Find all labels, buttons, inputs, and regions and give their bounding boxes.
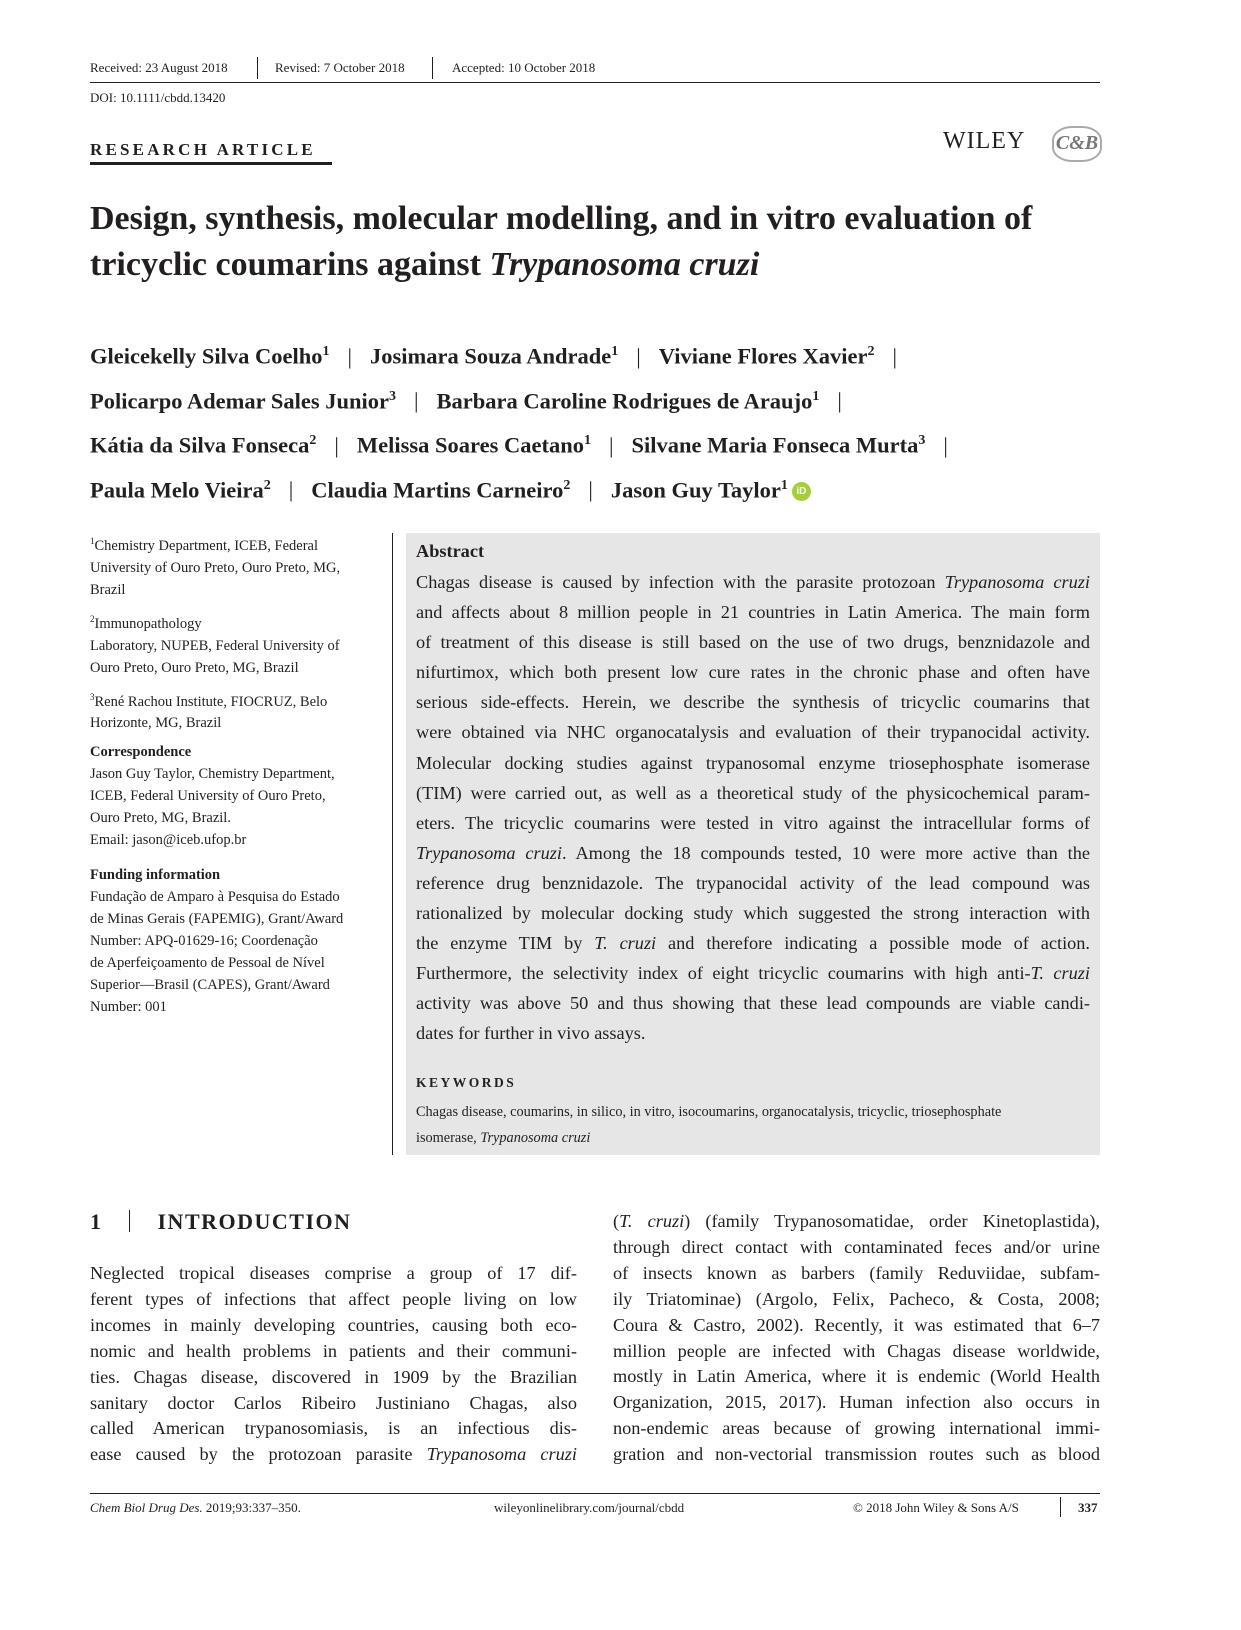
affiliation-number: 1	[90, 536, 95, 546]
text-segment: ties. Chagas disease, discovered in 1909 by the Brazilian	[90, 1366, 577, 1387]
text-segment: (TIM) were carried out, as well as a theoretical study of the physicochemical param-	[416, 782, 1090, 803]
text-line	[416, 1018, 1090, 1048]
affiliation-line	[90, 530, 375, 557]
text-line	[416, 748, 1090, 778]
affiliation	[90, 686, 375, 735]
author-list	[90, 332, 1110, 510]
text-line	[416, 868, 1090, 898]
text-line	[416, 928, 1090, 958]
author-name: Paula Melo Vieira	[90, 477, 264, 502]
text-line	[613, 1416, 1100, 1442]
italic-text: Trypanosoma cruzi	[426, 1444, 577, 1465]
text-line	[416, 597, 1090, 627]
intro-right-column	[613, 1209, 1100, 1468]
affiliation-line	[90, 557, 375, 579]
page-number: 337	[1078, 1500, 1098, 1515]
text-line	[90, 1391, 577, 1417]
text-line	[90, 1339, 577, 1365]
author-name: Josimara Souza Andrade	[370, 343, 612, 369]
text-line	[416, 838, 1090, 868]
orcid-icon[interactable]: iD	[792, 482, 811, 501]
author-name: Gleicekelly Silva Coelho	[90, 343, 323, 369]
journal-logo	[1052, 126, 1102, 162]
funding-line: Number: APQ-01629-16; Coordenação	[90, 933, 318, 949]
affiliation-text: Laboratory, NUPEB, Federal University of	[90, 637, 340, 654]
author-affiliation-number: 1	[611, 344, 619, 359]
text-segment: ferent types of infections that affect people living on low	[90, 1288, 577, 1309]
author-line	[90, 466, 1110, 511]
author-affiliation-number: 2	[309, 433, 317, 448]
text-line	[613, 1339, 1100, 1365]
affiliation-text: Immunopathology	[94, 615, 202, 632]
author-affiliation-number: 1	[812, 388, 820, 404]
correspondence-line: Email: jason@iceb.ufop.br	[90, 832, 247, 848]
text-segment: the enzyme TIM by	[416, 933, 595, 954]
affiliation-line	[90, 608, 375, 635]
separator: |	[347, 343, 352, 369]
text-line	[416, 958, 1090, 988]
italic-text: Trypanosoma cruzi	[944, 572, 1090, 592]
text-segment: Molecular docking studies against trypanosomal enzyme triosephosphate isomerase	[416, 752, 1090, 773]
text-segment: ) (family Trypanosomatidae, order Kinetoplastida),	[684, 1211, 1100, 1231]
separator: |	[837, 388, 842, 413]
section-title: INTRODUCTION	[157, 1209, 352, 1234]
article-type-underline	[90, 162, 332, 165]
correspondence-line: Jason Guy Taylor, Chemistry Department,	[90, 766, 335, 782]
correspondence-line: ICEB, Federal University of Ouro Preto,	[90, 788, 326, 804]
funding-line: Superior—Brasil (CAPES), Grant/Award	[90, 977, 330, 993]
separator: |	[288, 477, 294, 502]
text-line	[416, 687, 1090, 717]
text-line	[613, 1261, 1100, 1287]
affiliation-line	[90, 635, 375, 657]
text-line	[416, 1099, 1001, 1125]
author-affiliation-number: 1	[322, 344, 330, 359]
text-segment: activity was above 50 and thus showing that these lead compounds are viable candi-	[416, 993, 1090, 1014]
section-heading	[90, 1209, 352, 1235]
author-line	[90, 421, 1110, 466]
affiliation-text: University of Ouro Preto, Ouro Preto, MG,	[90, 559, 341, 576]
text-line	[416, 1125, 1001, 1151]
affiliation-line	[90, 712, 375, 734]
text-line	[416, 627, 1090, 657]
funding-line: Number: 001	[90, 999, 167, 1015]
text-line	[90, 1287, 577, 1313]
text-segment: Furthermore, the selectivity index of eight tricyclic coumarins with high anti-	[416, 963, 1031, 984]
text-segment: through direct contact with contaminated feces and/or urine	[613, 1236, 1100, 1257]
author-affiliation-number: 2	[867, 344, 875, 359]
affiliation-text: René Rachou Institute, FIOCRUZ, Belo	[94, 693, 328, 710]
author-affiliation-number: 3	[388, 388, 396, 404]
text-line	[416, 898, 1090, 928]
author-name: Viviane Flores Xavier	[658, 343, 868, 369]
affiliation-text: Horizonte, MG, Brazil	[90, 715, 222, 732]
affiliation-number: 2	[90, 613, 95, 624]
divider	[257, 57, 258, 79]
affiliation-text: Chemistry Department, ICEB, Federal	[94, 537, 318, 554]
correspondence-line: Ouro Preto, MG, Brazil.	[90, 810, 231, 826]
text-line	[90, 1313, 577, 1339]
author-affiliation-number: 2	[563, 477, 571, 493]
correspondence-heading: Correspondence	[90, 744, 192, 760]
text-segment: nifurtimox, which both present low cure rates in the chronic phase and often have	[416, 662, 1090, 683]
text-segment: Chagas disease is caused by infection with the parasite protozoan	[416, 572, 945, 592]
text-line	[90, 1261, 577, 1287]
separator: |	[608, 432, 614, 458]
text-segment: nomic and health problems in patients and their communi-	[90, 1340, 577, 1361]
title-text: tricyclic coumarins against	[90, 246, 490, 283]
text-segment: Organization, 2015, 2017). Human infection also occurs in	[613, 1392, 1100, 1413]
intro-left-column	[90, 1261, 577, 1468]
text-segment: reference drug benznidazole. The trypanocidal activity of the lead compound was	[416, 872, 1090, 893]
author-name: Kátia da Silva Fonseca	[90, 432, 310, 458]
text-line	[613, 1364, 1100, 1390]
text-line	[613, 1313, 1100, 1339]
title-italic: Trypanosoma cruzi	[489, 246, 760, 283]
text-segment: ily Triatominae) (Argolo, Felix, Pacheco, & Costa, 2008;	[613, 1288, 1100, 1309]
text-segment: serious side-effects. Herein, we describe the synthesis of tricyclic coumarins that	[416, 692, 1090, 713]
wiley-logo: WILEY	[943, 128, 1026, 154]
text-segment: Coura & Castro, 2002). Recently, it was estimated that 6–7	[613, 1314, 1100, 1335]
footer-rule	[90, 1493, 1100, 1494]
text-segment: Chagas disease, coumarins, in silico, in vitro, isocoumarins, organocatalysis, tricyclic, triosephosphate	[416, 1104, 1002, 1120]
doi[interactable]: DOI: 10.1111/cbdd.13420	[90, 90, 226, 105]
text-segment: sanitary doctor Carlos Ribeiro Justiniano Chagas, also	[90, 1392, 577, 1413]
text-segment: gration and non-vectorial transmission routes such as blood	[613, 1444, 1100, 1465]
text-line	[613, 1442, 1100, 1468]
affiliation-line	[90, 657, 375, 679]
affiliation	[90, 608, 375, 679]
text-line	[416, 988, 1090, 1018]
author-affiliation-number: 1	[780, 477, 788, 493]
article-title	[90, 196, 1110, 288]
text-line	[613, 1287, 1100, 1313]
author-name: Jason Guy Taylor	[610, 477, 781, 502]
italic-text: Trypanosoma cruzi	[416, 842, 562, 863]
text-segment: and therefore indicating a possible mode of action.	[656, 933, 1091, 954]
text-segment: eters. The tricyclic coumarins were tested in vitro against the intracellular forms of	[416, 812, 1090, 833]
affiliation-text: Ouro Preto, Ouro Preto, MG, Brazil	[90, 659, 299, 676]
journal-name: Chem Biol Drug Des.	[90, 1500, 203, 1515]
affiliation-line	[90, 686, 375, 713]
text-segment: (	[613, 1211, 620, 1231]
italic-text: T. cruzi	[594, 933, 657, 954]
text-line	[416, 567, 1090, 597]
affiliation	[90, 530, 375, 601]
funding-heading: Funding information	[90, 867, 221, 883]
italic-text: T. cruzi	[619, 1211, 685, 1231]
author-name: Barbara Caroline Rodrigues de Araujo	[436, 388, 813, 413]
title-line	[90, 242, 1110, 288]
volume-pages: 2019;93:337–350.	[202, 1500, 301, 1515]
text-segment: million people are infected with Chagas disease worldwide,	[613, 1340, 1100, 1361]
author-affiliation-number: 2	[263, 477, 271, 493]
text-line	[416, 717, 1090, 747]
author-name: Claudia Martins Carneiro	[311, 477, 564, 502]
text-segment: mostly in Latin America, where it is endemic (World Health	[613, 1366, 1100, 1387]
text-segment: Neglected tropical diseases comprise a group of 17 dif-	[90, 1263, 577, 1283]
text-line	[90, 1442, 577, 1468]
text-segment: dates for further in vivo assays.	[416, 1023, 646, 1044]
text-line	[90, 1416, 577, 1442]
funding-line: de Aperfeiçoamento de Pessoal de Nível	[90, 955, 325, 971]
text-segment: ease caused by the protozoan parasite	[90, 1444, 427, 1465]
accepted-date: Accepted: 10 October 2018	[452, 60, 596, 75]
text-line	[90, 1365, 577, 1391]
text-segment: incomes in mainly developing countries, causing both eco-	[90, 1314, 577, 1335]
text-segment: were obtained via NHC organocatalysis and evaluation of their trypanocidal activity.	[416, 722, 1090, 743]
text-segment: non-endemic areas because of growing international immi-	[613, 1418, 1100, 1439]
text-line	[416, 778, 1090, 808]
received-date: Received: 23 August 2018	[90, 60, 228, 75]
text-line	[613, 1209, 1100, 1235]
divider	[432, 57, 433, 79]
divider	[129, 1210, 130, 1232]
text-line	[416, 808, 1090, 838]
journal-logo-text: C&B	[1055, 132, 1099, 154]
affiliation-text: Brazil	[90, 581, 126, 598]
author-name: Policarpo Ademar Sales Junior	[90, 388, 389, 413]
abstract-heading: Abstract	[416, 541, 485, 561]
separator: |	[892, 343, 898, 369]
text-segment: of treatment of this disease is still based on the use of two drugs, benznidazole and	[416, 632, 1090, 653]
separator: |	[943, 432, 948, 458]
keywords-heading: KEYWORDS	[416, 1075, 517, 1090]
text-line	[613, 1235, 1100, 1261]
revised-date: Revised: 7 October 2018	[275, 60, 405, 75]
journal-url[interactable]: wileyonlinelibrary.com/journal/cbdd	[494, 1500, 685, 1515]
section-number: 1	[90, 1209, 103, 1234]
separator: |	[413, 388, 419, 413]
text-segment: . Among the 18 compounds tested, 10 were more active than the	[562, 842, 1091, 863]
separator: |	[588, 477, 593, 502]
text-line	[613, 1390, 1100, 1416]
text-segment: isomerase,	[416, 1130, 481, 1146]
italic-text: T. cruzi	[1030, 963, 1090, 984]
text-segment: rationalized by molecular docking study which suggested the strong interaction with	[416, 903, 1090, 924]
divider	[1060, 1497, 1061, 1517]
separator: |	[334, 432, 339, 458]
abstract-text	[416, 567, 1090, 1049]
text-segment: called American trypanosomiasis, is an infectious dis-	[90, 1418, 577, 1439]
correspondence	[90, 741, 375, 851]
funding-information	[90, 864, 375, 1018]
funding-line: Fundação de Amparo à Pesquisa do Estado	[90, 889, 340, 905]
affiliation-line	[90, 579, 375, 601]
author-name: Silvane Maria Fonseca Murta	[631, 432, 919, 458]
text-line	[416, 657, 1090, 687]
citation	[90, 1500, 301, 1516]
article-type: RESEARCH ARTICLE	[90, 140, 316, 159]
copyright: © 2018 John Wiley & Sons A/S	[853, 1500, 1019, 1515]
author-line	[90, 332, 1110, 377]
author-affiliation-number: 1	[583, 433, 591, 448]
title-line: Design, synthesis, molecular modelling, and in vitro evaluation of	[90, 200, 1033, 237]
author-affiliation-number: 3	[918, 433, 926, 448]
author-line	[90, 377, 1110, 422]
author-name: Melissa Soares Caetano	[356, 432, 584, 458]
header-rule	[90, 82, 1100, 83]
affiliation-number: 3	[90, 691, 95, 702]
italic-text: Trypanosoma cruzi	[480, 1130, 591, 1146]
keywords-list	[416, 1099, 1001, 1151]
funding-line: de Minas Gerais (FAPEMIG), Grant/Award	[90, 911, 344, 927]
text-segment: of insects known as barbers (family Reduviidae, subfam-	[613, 1262, 1100, 1283]
separator: |	[636, 343, 641, 369]
column-divider	[392, 533, 393, 1155]
affiliations	[90, 530, 375, 741]
text-segment: and affects about 8 million people in 21 countries in Latin America. The main form	[416, 602, 1090, 623]
